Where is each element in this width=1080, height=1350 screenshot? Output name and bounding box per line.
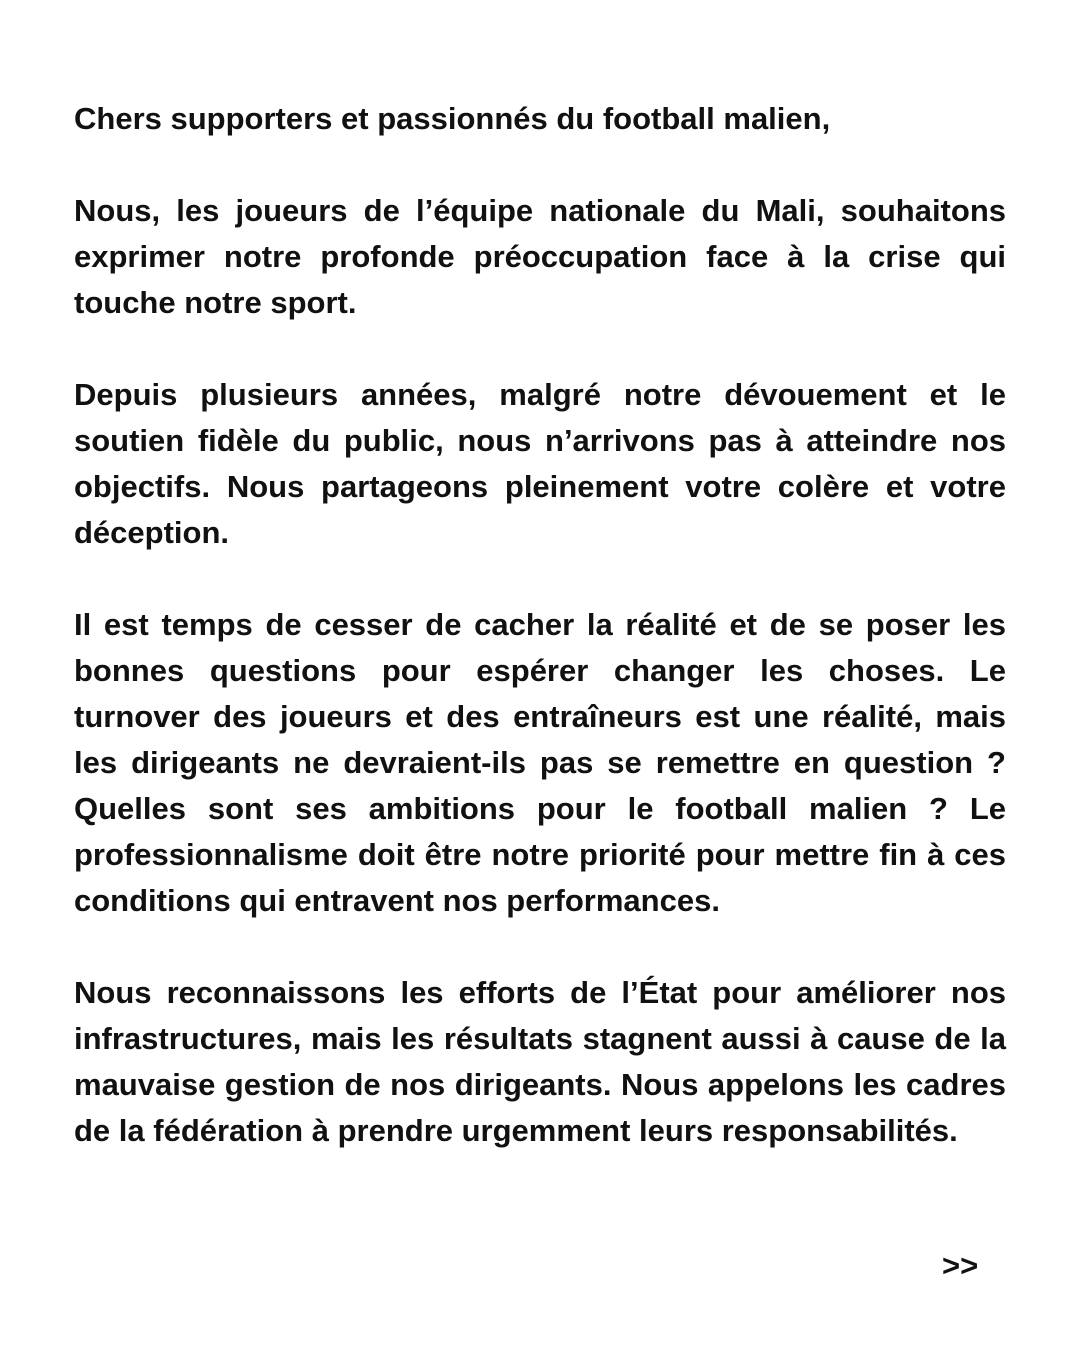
letter-paragraph-3: Il est temps de cesser de cacher la réalité et de se poser les bonnes questions pour espérer changer les choses. Le turnover des joueurs et des entraîneurs est une réalité, mais les dirigeants ne devraient-ils pas se remettre en question ? Quelles sont ses ambitions pour le football malien ? Le professionnalisme doit être notre priorité pour mettre fin à ces conditions qui entravent nos performances.: [74, 607, 1006, 918]
letter-body: [74, 96, 1006, 1154]
letter-greeting: Chers supporters et passionnés du football malien,: [74, 101, 831, 136]
letter-paragraph-1: Nous, les joueurs de l’équipe nationale du Mali, souhaitons exprimer notre profonde préoccupation face à la crise qui touche notre sport.: [74, 193, 1006, 320]
letter-paragraph-4: Nous reconnaissons les efforts de l’État pour améliorer nos infrastructures, mais les résultats stagnent aussi à cause de la mauvaise gestion de nos dirigeants. Nous appelons les cadres de la fédération à prendre urgemment leurs responsabilités.: [74, 975, 1006, 1148]
next-page-indicator: >>: [942, 1248, 979, 1283]
letter-paragraph-2: Depuis plusieurs années, malgré notre dévouement et le soutien fidèle du public, nous n’arrivons pas à atteindre nos objectifs. Nous partageons pleinement votre colère et votre déception.: [74, 377, 1006, 550]
